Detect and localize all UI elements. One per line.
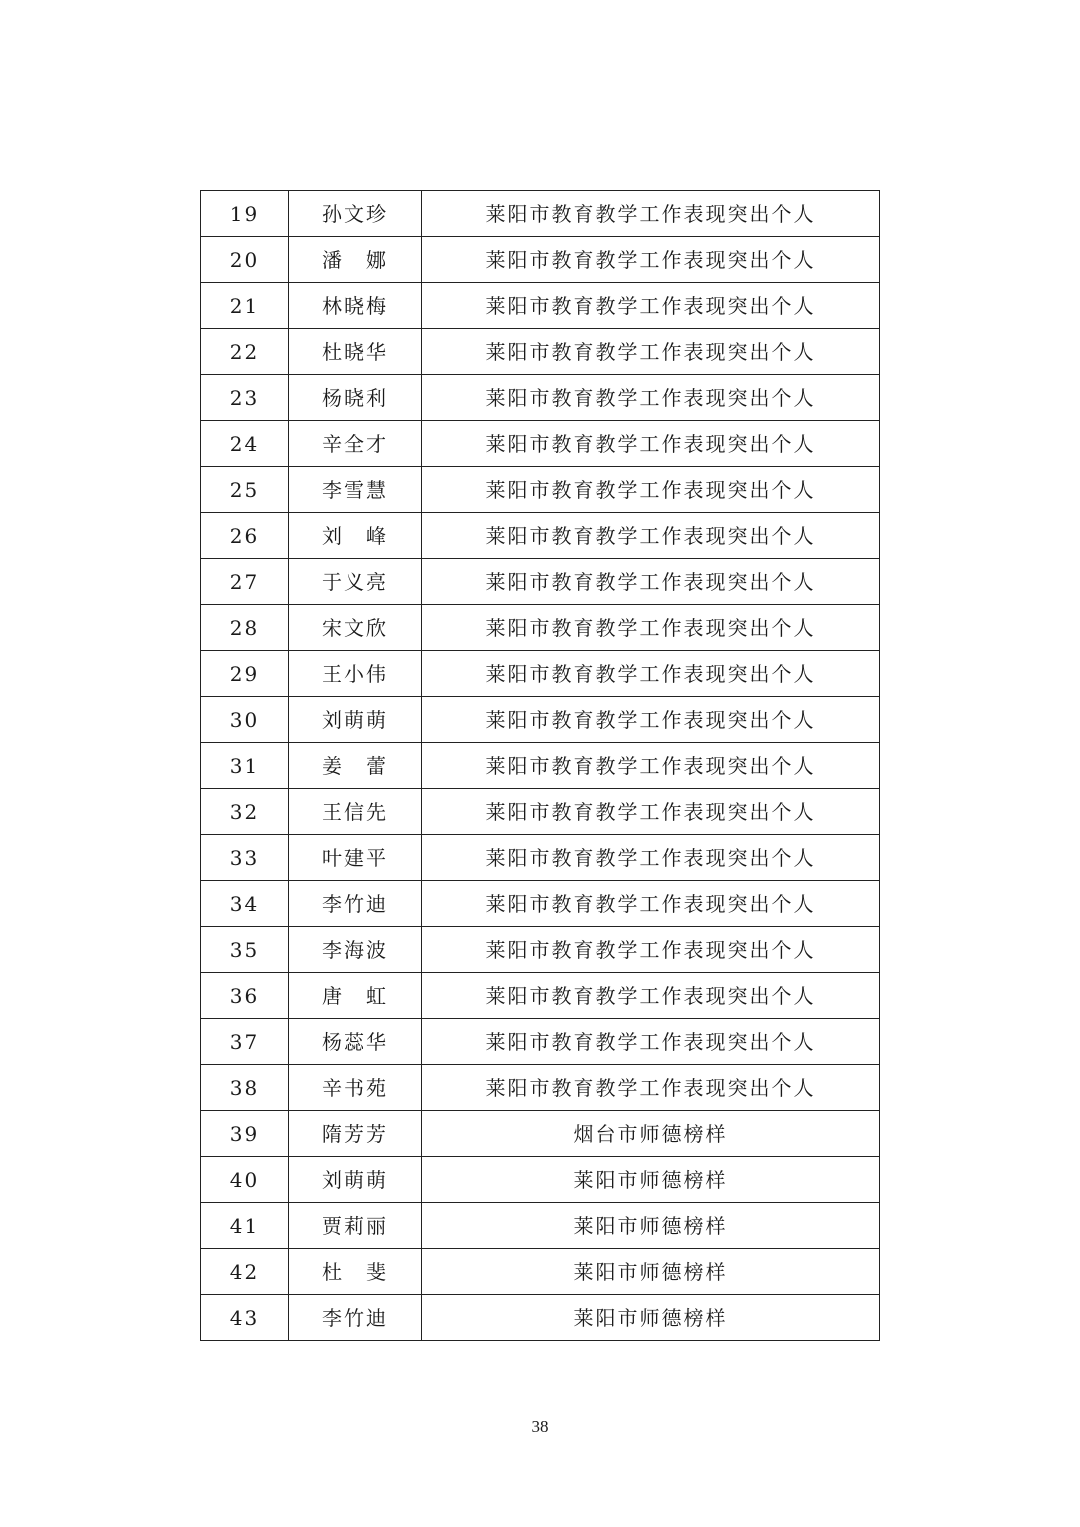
honor-roster-table	[200, 190, 880, 1341]
award-title-cell: 莱阳市教育教学工作表现突出个人	[422, 651, 880, 697]
award-title-cell: 莱阳市教育教学工作表现突出个人	[422, 513, 880, 559]
table-row	[201, 605, 880, 651]
row-number-cell: 22	[201, 329, 289, 375]
row-number-cell: 35	[201, 927, 289, 973]
award-title-cell: 莱阳市教育教学工作表现突出个人	[422, 881, 880, 927]
row-number-cell: 19	[201, 191, 289, 237]
person-name-cell: 唐 虹	[289, 973, 422, 1019]
person-name-cell: 林晓梅	[289, 283, 422, 329]
table-row	[201, 283, 880, 329]
row-number-cell: 33	[201, 835, 289, 881]
table-row	[201, 559, 880, 605]
award-title-cell: 莱阳市教育教学工作表现突出个人	[422, 789, 880, 835]
award-title-cell: 莱阳市教育教学工作表现突出个人	[422, 559, 880, 605]
award-title-cell: 莱阳市教育教学工作表现突出个人	[422, 283, 880, 329]
person-name-cell: 潘 娜	[289, 237, 422, 283]
table-row	[201, 881, 880, 927]
person-name-cell: 杜 斐	[289, 1249, 422, 1295]
person-name-cell: 刘萌萌	[289, 1157, 422, 1203]
award-title-cell: 烟台市师德榜样	[422, 1111, 880, 1157]
table-row	[201, 329, 880, 375]
table-row	[201, 1019, 880, 1065]
row-number-cell: 25	[201, 467, 289, 513]
person-name-cell: 刘 峰	[289, 513, 422, 559]
row-number-cell: 30	[201, 697, 289, 743]
row-number-cell: 27	[201, 559, 289, 605]
person-name-cell: 宋文欣	[289, 605, 422, 651]
award-title-cell: 莱阳市师德榜样	[422, 1295, 880, 1341]
person-name-cell: 姜 蕾	[289, 743, 422, 789]
table-row	[201, 927, 880, 973]
table-row	[201, 1157, 880, 1203]
row-number-cell: 24	[201, 421, 289, 467]
row-number-cell: 40	[201, 1157, 289, 1203]
award-title-cell: 莱阳市教育教学工作表现突出个人	[422, 329, 880, 375]
row-number-cell: 36	[201, 973, 289, 1019]
award-title-cell: 莱阳市师德榜样	[422, 1203, 880, 1249]
person-name-cell: 于义亮	[289, 559, 422, 605]
award-title-cell: 莱阳市教育教学工作表现突出个人	[422, 1019, 880, 1065]
person-name-cell: 辛书苑	[289, 1065, 422, 1111]
table-row	[201, 421, 880, 467]
row-number-cell: 34	[201, 881, 289, 927]
person-name-cell: 李海波	[289, 927, 422, 973]
person-name-cell: 辛全才	[289, 421, 422, 467]
award-title-cell: 莱阳市教育教学工作表现突出个人	[422, 927, 880, 973]
row-number-cell: 32	[201, 789, 289, 835]
person-name-cell: 杨晓利	[289, 375, 422, 421]
row-number-cell: 28	[201, 605, 289, 651]
award-title-cell: 莱阳市教育教学工作表现突出个人	[422, 421, 880, 467]
award-title-cell: 莱阳市教育教学工作表现突出个人	[422, 237, 880, 283]
row-number-cell: 29	[201, 651, 289, 697]
row-number-cell: 39	[201, 1111, 289, 1157]
award-title-cell: 莱阳市教育教学工作表现突出个人	[422, 191, 880, 237]
row-number-cell: 42	[201, 1249, 289, 1295]
award-title-cell: 莱阳市教育教学工作表现突出个人	[422, 605, 880, 651]
row-number-cell: 31	[201, 743, 289, 789]
person-name-cell: 李竹迪	[289, 881, 422, 927]
award-title-cell: 莱阳市教育教学工作表现突出个人	[422, 743, 880, 789]
table-row	[201, 1295, 880, 1341]
table-row	[201, 789, 880, 835]
table-row	[201, 1249, 880, 1295]
award-title-cell: 莱阳市教育教学工作表现突出个人	[422, 835, 880, 881]
page-number: 38	[531, 1417, 549, 1436]
person-name-cell: 王小伟	[289, 651, 422, 697]
table-row	[201, 467, 880, 513]
table-row	[201, 375, 880, 421]
award-title-cell: 莱阳市教育教学工作表现突出个人	[422, 697, 880, 743]
row-number-cell: 26	[201, 513, 289, 559]
table-row	[201, 237, 880, 283]
table-row	[201, 1065, 880, 1111]
table-row	[201, 1203, 880, 1249]
person-name-cell: 王信先	[289, 789, 422, 835]
row-number-cell: 38	[201, 1065, 289, 1111]
table-row	[201, 743, 880, 789]
row-number-cell: 43	[201, 1295, 289, 1341]
person-name-cell: 叶建平	[289, 835, 422, 881]
row-number-cell: 23	[201, 375, 289, 421]
award-title-cell: 莱阳市教育教学工作表现突出个人	[422, 375, 880, 421]
award-title-cell: 莱阳市教育教学工作表现突出个人	[422, 1065, 880, 1111]
person-name-cell: 李雪慧	[289, 467, 422, 513]
award-title-cell: 莱阳市教育教学工作表现突出个人	[422, 973, 880, 1019]
row-number-cell: 37	[201, 1019, 289, 1065]
honor-roster-body	[201, 191, 880, 1341]
award-title-cell: 莱阳市师德榜样	[422, 1249, 880, 1295]
row-number-cell: 20	[201, 237, 289, 283]
row-number-cell: 41	[201, 1203, 289, 1249]
table-row	[201, 835, 880, 881]
person-name-cell: 李竹迪	[289, 1295, 422, 1341]
table-row	[201, 1111, 880, 1157]
person-name-cell: 贾莉丽	[289, 1203, 422, 1249]
person-name-cell: 杨蕊华	[289, 1019, 422, 1065]
person-name-cell: 孙文珍	[289, 191, 422, 237]
table-row	[201, 697, 880, 743]
table-row	[201, 973, 880, 1019]
table-row	[201, 191, 880, 237]
table-row	[201, 513, 880, 559]
person-name-cell: 刘萌萌	[289, 697, 422, 743]
row-number-cell: 21	[201, 283, 289, 329]
person-name-cell: 隋芳芳	[289, 1111, 422, 1157]
award-title-cell: 莱阳市教育教学工作表现突出个人	[422, 467, 880, 513]
person-name-cell: 杜晓华	[289, 329, 422, 375]
award-title-cell: 莱阳市师德榜样	[422, 1157, 880, 1203]
table-row	[201, 651, 880, 697]
